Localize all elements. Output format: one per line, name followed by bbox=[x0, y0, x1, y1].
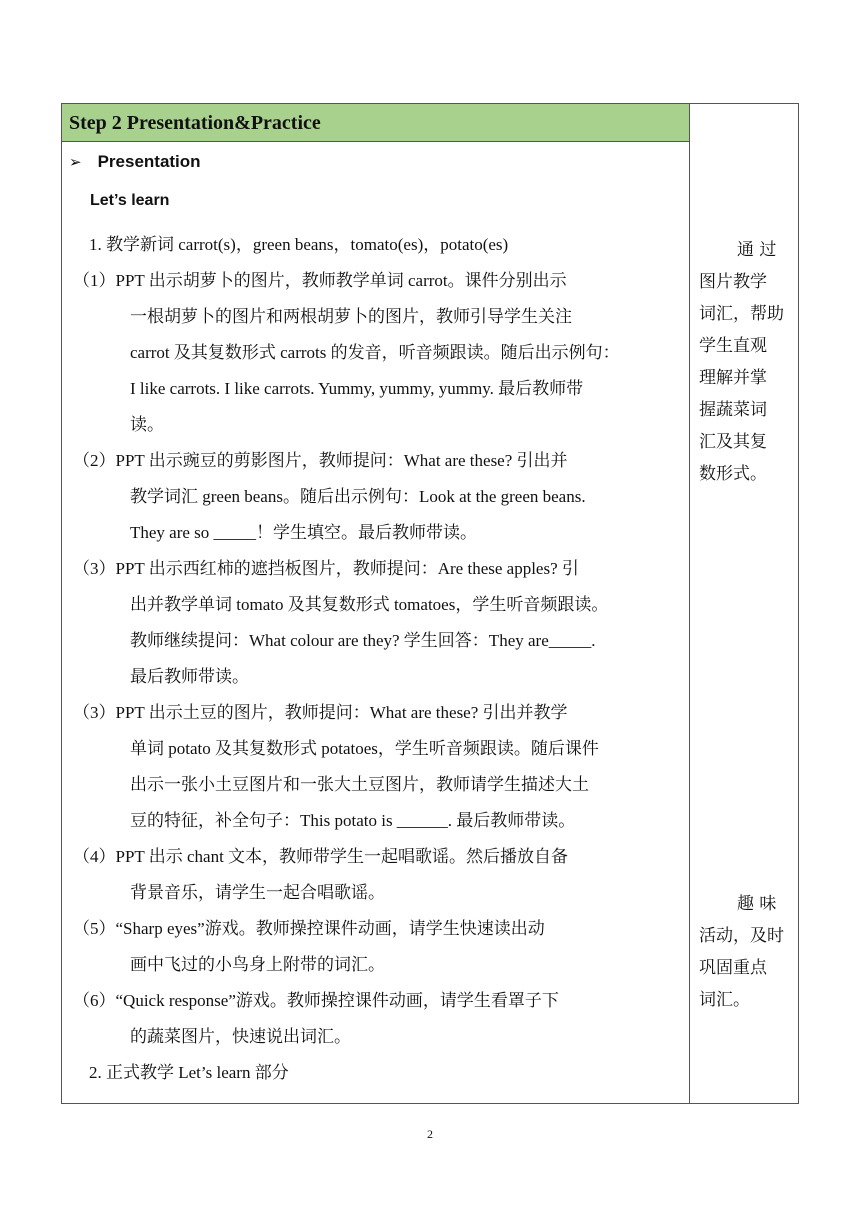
paragraph-line: 最后教师带读。 bbox=[130, 667, 249, 686]
side-note-line: 数形式。 bbox=[699, 464, 767, 484]
sub-heading: Let’s learn bbox=[90, 192, 170, 209]
paragraph-line: 读。 bbox=[130, 415, 164, 434]
paragraph-line: 单词 potato 及其复数形式 potatoes，学生听音频跟读。随后课件 bbox=[130, 739, 599, 758]
section-heading-text: Presentation bbox=[97, 152, 201, 171]
paragraph-line: 背景音乐，请学生一起合唱歌谣。 bbox=[130, 883, 385, 902]
paragraph-line: （4）PPT 出示 chant 文本，教师带学生一起唱歌谣。然后播放自备 bbox=[73, 847, 569, 866]
side-note-line: 握蔬菜词 bbox=[699, 400, 767, 420]
side-note-line: 活动，及时 bbox=[699, 926, 784, 946]
side-note-line: 图片教学 bbox=[699, 272, 767, 292]
paragraph-line: （3）PPT 出示西红柿的遮挡板图片，教师提问：Are these apples? 引 bbox=[73, 559, 579, 578]
paragraph-line: （2）PPT 出示豌豆的剪影图片，教师提问：What are these? 引出并 bbox=[73, 451, 568, 470]
side-note-line: 理解并掌 bbox=[699, 368, 767, 388]
paragraph-line: 豆的特征，补全句子：This potato is ______. 最后教师带读。 bbox=[130, 811, 576, 830]
side-note-line: 学生直观 bbox=[699, 336, 767, 356]
paragraph-line: carrot 及其复数形式 carrots 的发音，听音频跟读。随后出示例句： bbox=[130, 343, 620, 362]
paragraph-line: 教师继续提问：What colour are they? 学生回答：They are_____. bbox=[130, 631, 596, 650]
page-number: 2 bbox=[427, 1127, 433, 1141]
step-header bbox=[62, 104, 689, 142]
paragraph-line: （6）“Quick response”游戏。教师操控课件动画，请学生看罩子下 bbox=[73, 991, 559, 1010]
paragraph-line: 2. 正式教学 Let’s learn 部分 bbox=[89, 1063, 289, 1082]
arrow-bullet-icon: ➢ bbox=[69, 154, 82, 171]
paragraph-line: They are so _____！学生填空。最后教师带读。 bbox=[130, 523, 478, 542]
side-note-line: 词汇，帮助 bbox=[699, 304, 784, 324]
paragraph-line: 画中飞过的小鸟身上附带的词汇。 bbox=[130, 955, 385, 974]
paragraph-line: 一根胡萝卜的图片和两根胡萝卜的图片，教师引导学生关注 bbox=[130, 307, 572, 326]
side-note-line: 巩固重点 bbox=[699, 958, 767, 978]
paragraph-line: 教学词汇 green beans。随后出示例句：Look at the green beans. bbox=[130, 487, 586, 506]
paragraph-line: （3）PPT 出示土豆的图片，教师提问：What are these? 引出并教学 bbox=[73, 703, 568, 722]
section-heading bbox=[69, 152, 201, 172]
step-title: Step 2 Presentation&Practice bbox=[69, 112, 321, 134]
paragraph-line: （1）PPT 出示胡萝卜的图片，教师教学单词 carrot。课件分别出示 bbox=[73, 271, 567, 290]
paragraph-line: I like carrots. I like carrots. Yummy, yummy, yummy. 最后教师带 bbox=[130, 379, 584, 398]
paragraph-line: 1. 教学新词 carrot(s)，green beans，tomato(es)，potato(es) bbox=[89, 235, 509, 254]
side-note-line: 趣 味 bbox=[737, 894, 777, 914]
side-note-line: 词汇。 bbox=[699, 990, 750, 1010]
paragraph-line: 的蔬菜图片，快速说出词汇。 bbox=[130, 1027, 351, 1046]
paragraph-line: 出示一张小土豆图片和一张大土豆图片，教师请学生描述大土 bbox=[130, 775, 589, 794]
paragraph-line: 出并教学单词 tomato 及其复数形式 tomatoes，学生听音频跟读。 bbox=[130, 595, 609, 614]
lesson-table bbox=[61, 103, 799, 1104]
side-note-line: 通 过 bbox=[737, 240, 777, 260]
paragraph-line: （5）“Sharp eyes”游戏。教师操控课件动画，请学生快速读出动 bbox=[73, 919, 545, 938]
side-note-line: 汇及其复 bbox=[699, 432, 767, 452]
column-divider bbox=[689, 104, 690, 1103]
